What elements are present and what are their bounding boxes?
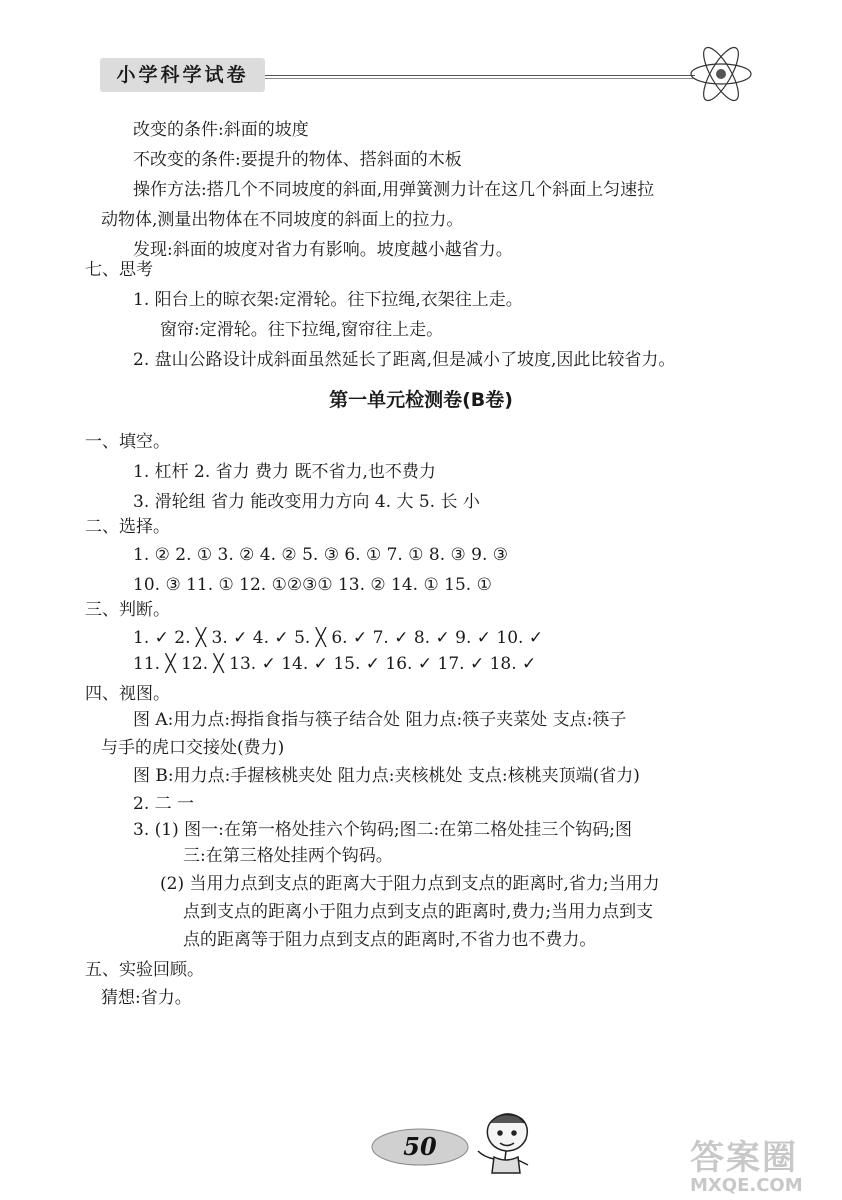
text-line: 三:在第三格处挂两个钩码。 [183, 846, 393, 866]
text-line: 11. ╳ 12. ╳ 13. ✓ 14. ✓ 15. ✓ 16. ✓ 17. ✓ 18. ✓ [133, 654, 537, 674]
section-title: 第一单元检测卷(B卷) [329, 389, 513, 411]
text-line: 3. 滑轮组 省力 能改变用力方向 4. 大 5. 长 小 [133, 492, 480, 512]
text-line: 改变的条件:斜面的坡度 [133, 120, 309, 140]
page-header-title: 小学科学试卷 [100, 58, 265, 92]
text-line: 2. 二 一 [133, 794, 195, 814]
text-line: 点到支点的距离小于阻力点到支点的距离时,费力;当用力点到支 [183, 902, 654, 922]
text-line: 点的距离等于阻力点到支点的距离时,不省力也不费力。 [183, 930, 597, 950]
page-number-badge [370, 1125, 470, 1173]
text-line: 不改变的条件:要提升的物体、搭斜面的木板 [133, 150, 462, 170]
atom-icon [685, 38, 757, 110]
section-heading: 二、选择。 [85, 517, 170, 537]
watermark-url: MXQE.COM [690, 1175, 803, 1196]
text-line: 操作方法:搭几个不同坡度的斜面,用弹簧测力计在这几个斜面上匀速拉 [133, 180, 655, 200]
cartoon-boy-illustration [470, 1105, 540, 1175]
text-line: 3. (1) 图一:在第一格处挂六个钩码;图二:在第二格处挂三个钩码;图 [133, 820, 633, 840]
text-line: 窗帘:定滑轮。往下拉绳,窗帘往上走。 [160, 320, 444, 340]
section-heading: 一、填空。 [85, 432, 170, 452]
text-line: 猜想:省力。 [101, 988, 192, 1008]
text-line: 1. 阳台上的晾衣架:定滑轮。往下拉绳,衣架往上走。 [133, 290, 523, 310]
watermark [690, 1130, 803, 1196]
text-line: 1. ② 2. ① 3. ② 4. ② 5. ③ 6. ① 7. ① 8. ③ 9. ③ [133, 545, 509, 565]
text-line: 与手的虎口交接处(费力) [101, 738, 285, 758]
text-line: 动物体,测量出物体在不同坡度的斜面上的拉力。 [101, 210, 464, 230]
text-line: 图 A:用力点:拇指食指与筷子结合处 阻力点:筷子夹菜处 支点:筷子 [133, 710, 627, 730]
text-line: 2. 盘山公路设计成斜面虽然延长了距离,但是减小了坡度,因此比较省力。 [133, 350, 676, 370]
header-rule-secondary [265, 78, 695, 79]
text-line: 1. ✓ 2. ╳ 3. ✓ 4. ✓ 5. ╳ 6. ✓ 7. ✓ 8. ✓ 9. ✓ 10. ✓ [133, 628, 544, 648]
text-line: (2) 当用力点到支点的距离大于阻力点到支点的距离时,省力;当用力 [160, 874, 660, 894]
text-line: 图 B:用力点:手握核桃夹处 阻力点:夹核桃处 支点:核桃夹顶端(省力) [133, 766, 640, 786]
header-rule [265, 75, 695, 76]
section-heading: 三、判断。 [85, 600, 170, 620]
section-heading: 四、视图。 [85, 684, 170, 704]
text-line: 发现:斜面的坡度对省力有影响。坡度越小越省力。 [133, 240, 513, 260]
text-line: 10. ③ 11. ① 12. ①②③① 13. ② 14. ① 15. ① [133, 575, 492, 595]
page-number: 50 [403, 1132, 437, 1161]
section-heading: 七、思考 [85, 260, 153, 280]
text-line: 1. 杠杆 2. 省力 费力 既不省力,也不费力 [133, 462, 436, 482]
watermark-logo-text: 答案圈 [690, 1138, 798, 1178]
section-heading: 五、实验回顾。 [85, 960, 204, 980]
